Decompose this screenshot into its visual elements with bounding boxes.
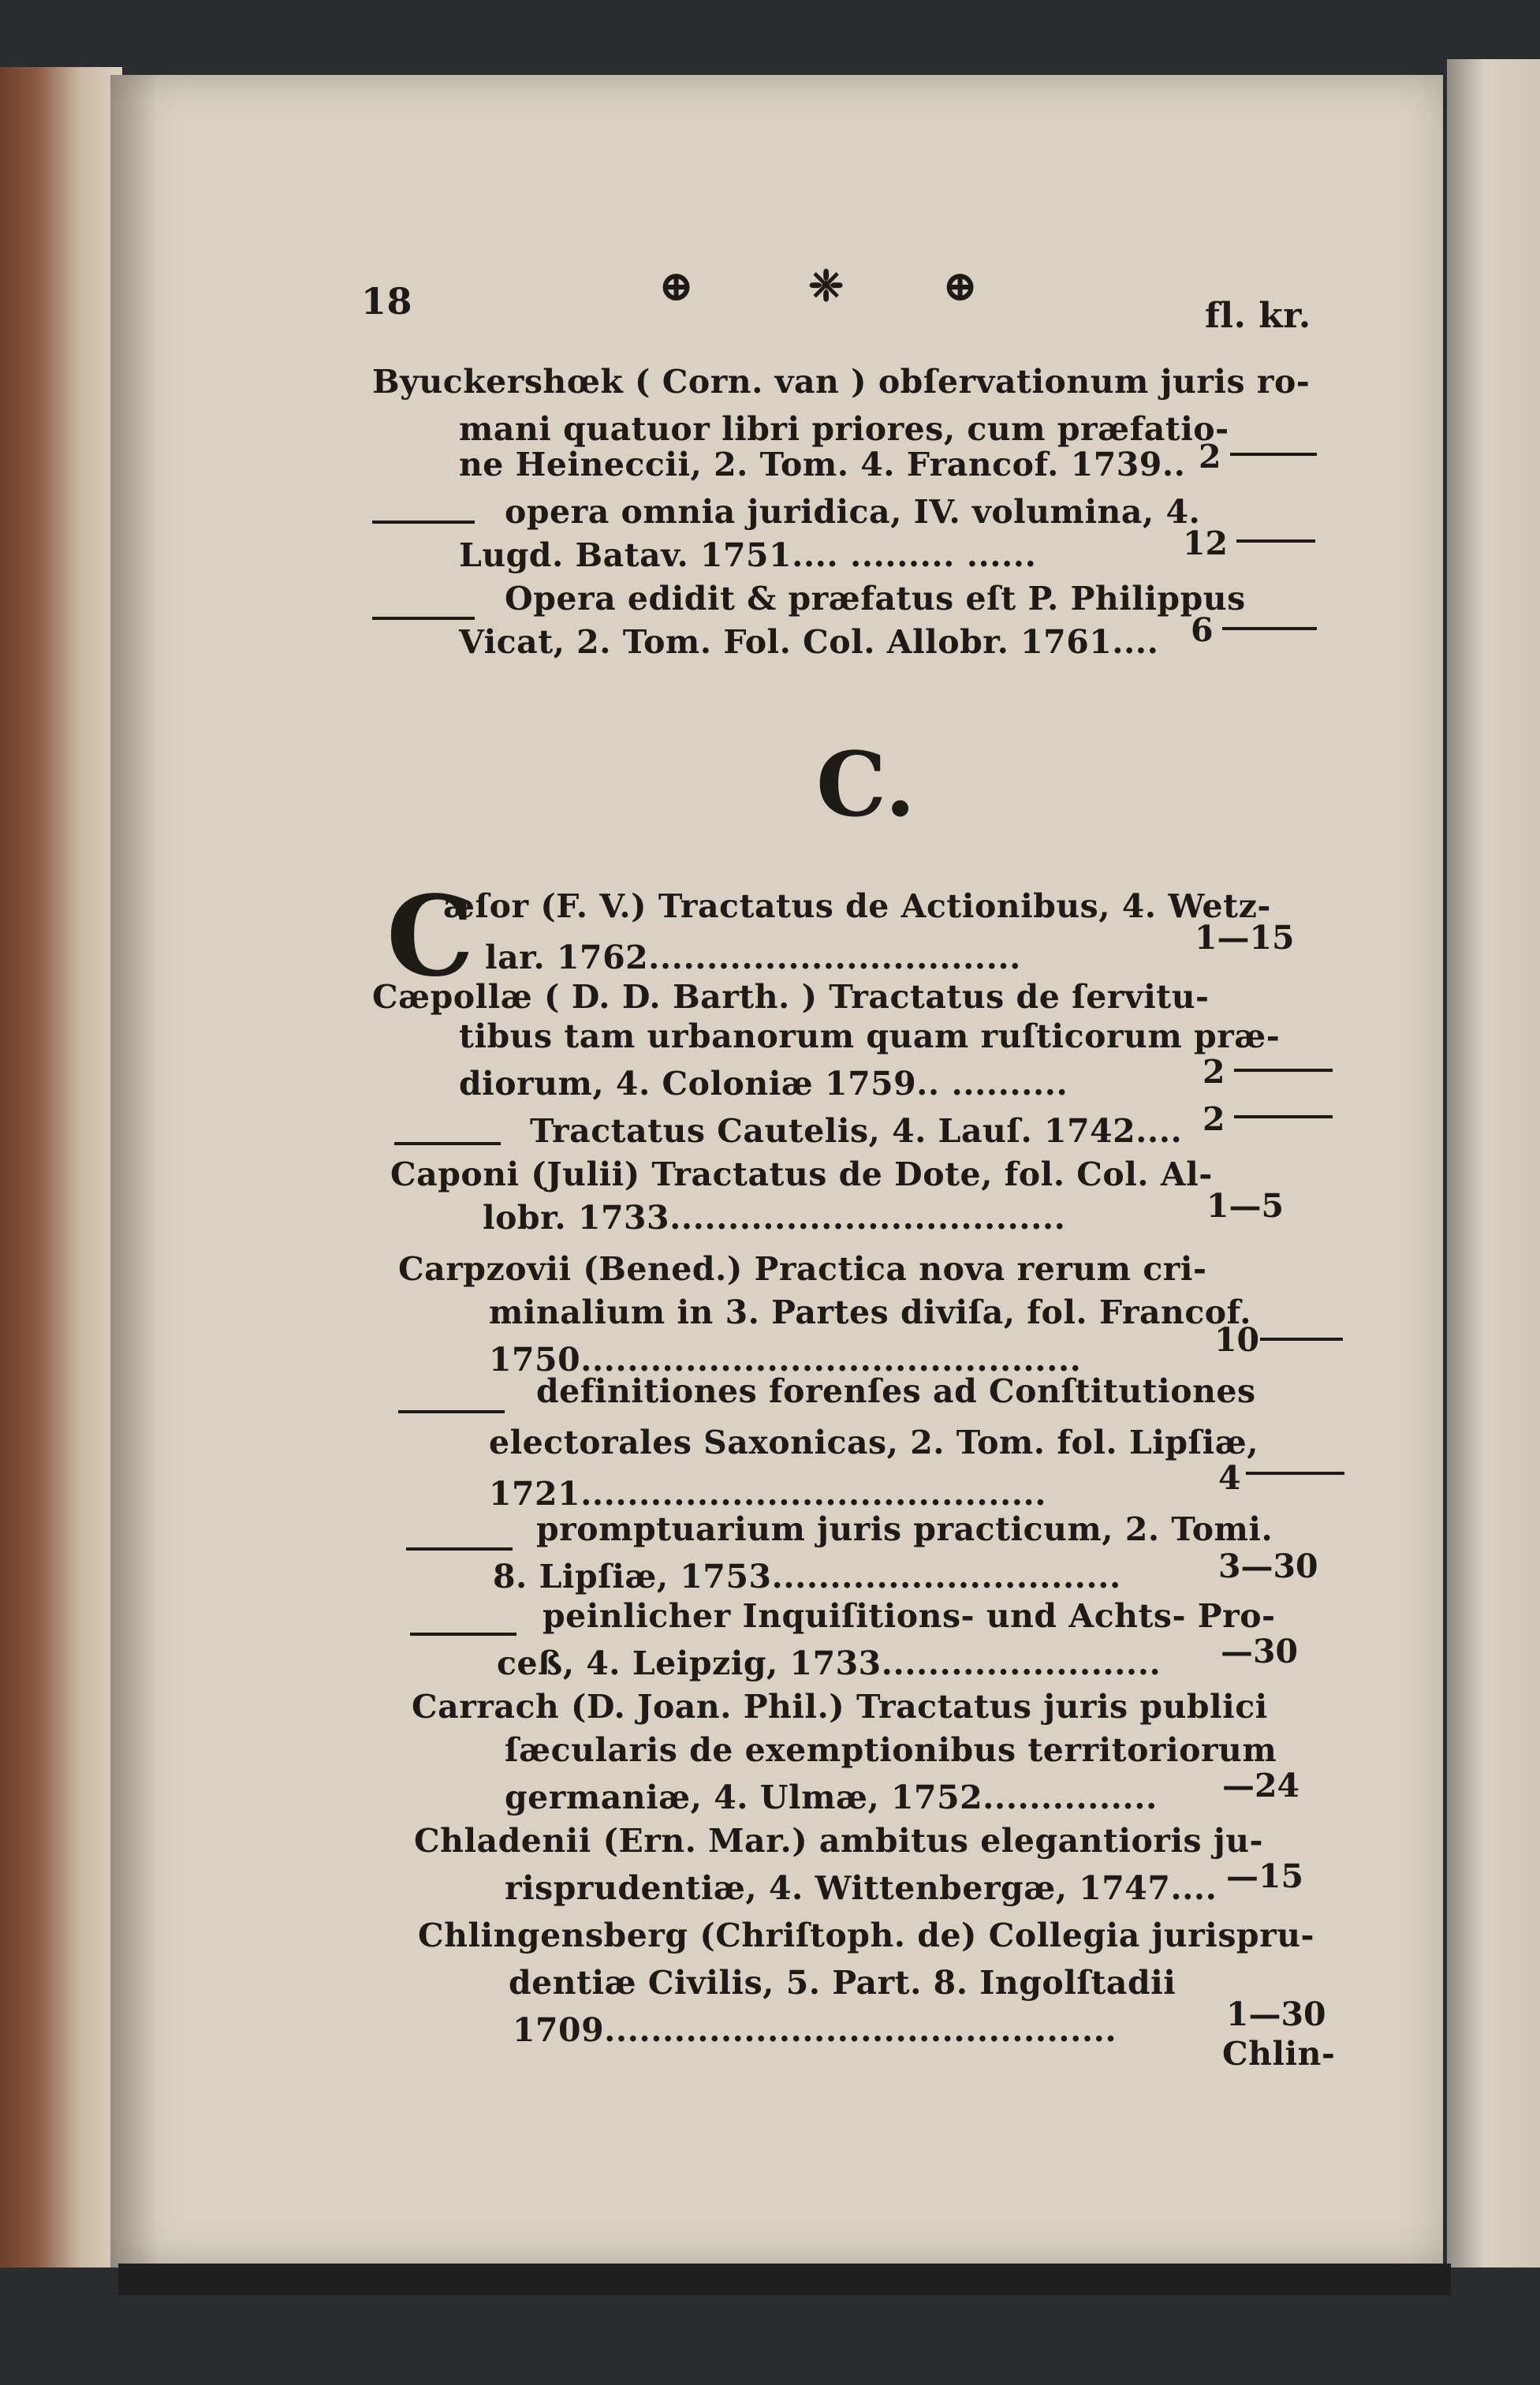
entry-line: definitiones forenſes ad Conſtitutiones [536,1372,1256,1410]
entry-line: ceß, 4. Leipzig, 1733........................ [497,1644,1162,1682]
price: 1—15 [1195,919,1295,957]
drop-cap: C [386,872,475,1002]
entry-line: 1721........................................ [489,1475,1047,1513]
entry-line: Byuckershœk ( Corn. van ) obſervationum juris ro- [372,363,1311,401]
entry-line: Vicat, 2. Tom. Fol. Col. Allobr. 1761.... [459,623,1159,661]
entry-line: ſæcularis de exemptionibus territoriorum [505,1731,1277,1769]
entry-line: risprudentiæ, 4. Wittenbergæ, 1747.... [505,1869,1217,1907]
ornament-center-icon: ❈ [808,260,845,311]
ornament-right-icon: ⊕ [942,260,979,311]
ditto-dash [410,1633,516,1636]
entry-line: Carrach (D. Joan. Phil.) Tractatus juris publici [412,1688,1268,1726]
price-dash [1222,627,1317,630]
entry-line: ne Heineccii, 2. Tom. 4. Francof. 1739.. [459,446,1186,483]
ditto-dash [398,1410,505,1413]
ditto-dash [406,1547,513,1551]
price: 3—30 [1218,1547,1318,1585]
price: 2 [1203,1053,1225,1091]
price-dash [1260,1338,1343,1341]
entry-line: germaniæ, 4. Ulmæ, 1752............... [505,1778,1158,1816]
price: —24 [1222,1767,1300,1805]
price: —30 [1221,1633,1299,1670]
entry-line: 1750........................................... [489,1341,1082,1379]
entry-line: æſor (F. V.) Tractatus de Actionibus, 4. Wetz- [443,887,1271,925]
entry-line: mani quatuor libri priores, cum præfatio- [459,410,1229,448]
entry-line: dentiæ Civilis, 5. Part. 8. Ingolſtadii [509,1964,1176,2002]
price-dash [1230,453,1317,456]
entry-line: diorum, 4. Coloniæ 1759.. .......... [459,1065,1068,1103]
entry-line: electorales Saxonicas, 2. Tom. fol. Lipſiæ, [489,1424,1258,1461]
ditto-dash [372,617,475,620]
price: 6 [1191,611,1214,649]
entry-line: Caponi (Julii) Tractatus de Dote, fol. Col. Al- [390,1155,1213,1193]
price: 4 [1218,1459,1241,1497]
entry-line: opera omnia juridica, IV. volumina, 4. [505,493,1201,531]
entry-line: Carpzovii (Bened.) Practica nova rerum cri- [398,1250,1207,1288]
ditto-dash [394,1142,501,1145]
entry-line: Lugd. Batav. 1751.... ......... ...... [459,536,1037,574]
entry-line: 8. Lipſiæ, 1753.............................. [493,1558,1121,1596]
section-heading: C. [816,733,916,837]
entry-line: lar. 1762................................ [485,939,1021,976]
page-bottom-edge [118,2264,1451,2295]
price: 1—30 [1226,1995,1326,2033]
page-number: 18 [361,280,413,323]
entry-line: Chlingensberg (Chriſtoph. de) Collegia jurispru- [418,1917,1315,1954]
price-dash [1236,539,1315,543]
entry-line: Cæpollæ ( D. D. Barth. ) Tractatus de ſervitu- [372,978,1210,1016]
entry-line: 1709............................................ [513,2011,1117,2049]
price: 1—5 [1206,1187,1285,1225]
price-dash [1246,1472,1344,1475]
entry-line: Tractatus Cautelis, 4. Lauſ. 1742.... [530,1112,1183,1150]
price: 10 [1214,1321,1260,1359]
entry-line: tibus tam urbanorum quam ruſticorum præ- [459,1017,1281,1055]
price: 2 [1203,1100,1225,1138]
price: —15 [1226,1857,1304,1895]
gutter-shadow [110,75,158,2267]
entry-line: minalium in 3. Partes diviſa, fol. Francof. [489,1293,1252,1331]
price-dash [1234,1069,1333,1072]
entry-line: promptuarium juris practicum, 2. Tomi. [536,1510,1273,1548]
price-dash [1234,1115,1333,1118]
facing-page-edge [1447,59,1540,2267]
currency-header: fl. kr. [1205,296,1311,336]
entry-line: lobr. 1733.................................. [483,1199,1066,1237]
price: 2 [1199,438,1221,476]
ornament-left-icon: ⊕ [658,260,695,311]
entry-line: Chladenii (Ern. Mar.) ambitus elegantioris ju- [414,1822,1264,1860]
catchword: Chlin- [1222,2035,1336,2073]
entry-line: Opera edidit & præfatus eſt P. Philippus [505,580,1246,618]
price: 12 [1183,524,1229,562]
entry-line: peinlicher Inquiſitions- und Achts- Pro- [543,1597,1276,1635]
ditto-dash [372,521,475,524]
book-fore-edge [0,67,122,2267]
